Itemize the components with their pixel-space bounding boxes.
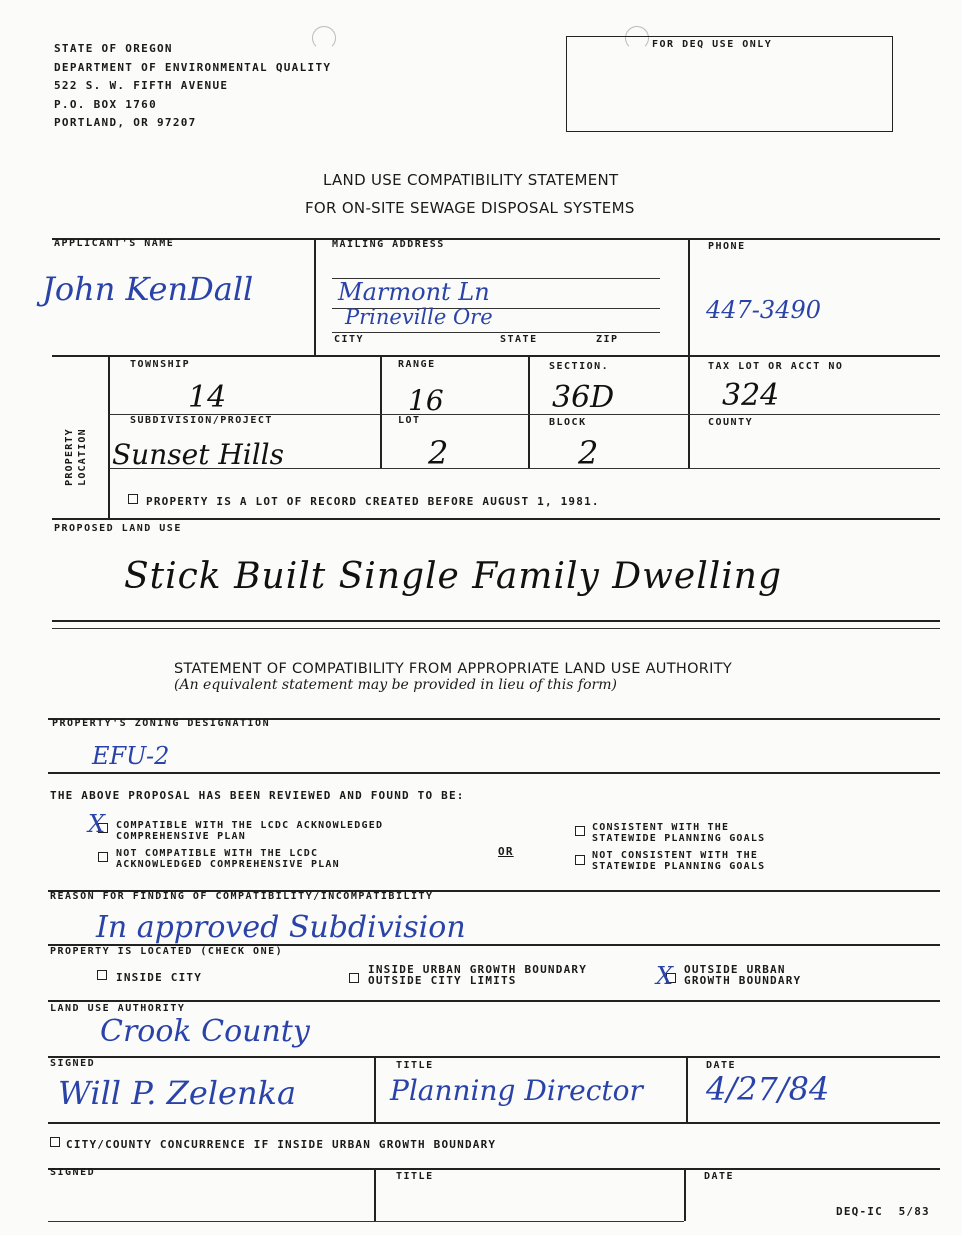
subdivision-label: SUBDIVISION/PROJECT	[130, 415, 273, 426]
not-consistent-checkbox[interactable]	[575, 855, 585, 865]
review-heading: THE ABOVE PROPOSAL HAS BEEN REVIEWED AND FOUND TO BE:	[50, 789, 465, 802]
rule	[380, 356, 382, 468]
reason-label: REASON FOR FINDING OF COMPATIBILITY/INCOMPATIBILITY	[50, 891, 434, 902]
rule	[108, 356, 110, 518]
concurrence-signed-label: SIGNED	[50, 1167, 96, 1178]
title-label: TITLE	[396, 1060, 434, 1071]
signature-value[interactable]: Will P. Zelenka	[58, 1074, 297, 1112]
county-label: COUNTY	[708, 417, 754, 428]
inside-ugb-checkbox[interactable]	[349, 973, 359, 983]
rule	[688, 356, 690, 468]
agency-line: P.O. BOX 1760	[54, 97, 157, 111]
not-compatible-checkbox[interactable]	[98, 852, 108, 862]
reason-value[interactable]: In approved Subdivision	[96, 910, 466, 945]
or-label: OR	[498, 845, 514, 858]
outside-ugb-label: OUTSIDE URBAN GROWTH BOUNDARY	[684, 963, 802, 987]
applicant-name-label: APPLICANT'S NAME	[54, 238, 175, 249]
agency-line: STATE OF OREGON	[54, 42, 173, 55]
subdivision-value[interactable]: Sunset Hills	[112, 438, 284, 471]
rule	[52, 355, 940, 357]
rule	[686, 1057, 688, 1123]
agency-line: 522 S. W. FIFTH AVENUE	[54, 79, 229, 92]
date-value[interactable]: 4/27/84	[706, 1070, 830, 1108]
compatible-check-mark: X	[88, 810, 106, 838]
rule	[48, 1000, 940, 1002]
township-label: TOWNSHIP	[130, 359, 191, 370]
agency-line: PORTLAND, OR 97207	[54, 116, 197, 129]
range-label: RANGE	[398, 359, 436, 370]
date-label: DATE	[706, 1060, 737, 1071]
zoning-value[interactable]: EFU-2	[92, 742, 170, 770]
compatible-label: COMPATIBLE WITH THE LCDC ACKNOWLEDGED COMPREHENSIVE PLAN	[116, 820, 384, 842]
proposed-land-use-label: PROPOSED LAND USE	[54, 523, 182, 534]
agency-address	[54, 40, 331, 133]
signed-label: SIGNED	[50, 1058, 96, 1069]
township-value[interactable]: 14	[188, 380, 227, 415]
state-label: STATE	[500, 334, 538, 345]
location-label: PROPERTY IS LOCATED (CHECK ONE)	[50, 946, 284, 957]
mailing-address-label: MAILING ADDRESS	[332, 239, 445, 250]
form-subtitle: FOR ON-SITE SEWAGE DISPOSAL SYSTEMS	[305, 199, 635, 217]
city-value[interactable]: Prineville Ore	[345, 305, 493, 329]
zip-label: ZIP	[596, 334, 619, 345]
title-value[interactable]: Planning Director	[390, 1074, 643, 1107]
lot-of-record-checkbox[interactable]	[128, 494, 138, 504]
rule	[48, 1221, 684, 1222]
applicant-name-value[interactable]: John KenDall	[42, 270, 254, 308]
inside-city-checkbox[interactable]	[97, 970, 107, 980]
rule	[109, 468, 940, 469]
hole-punch	[312, 26, 336, 50]
form-title: LAND USE COMPATIBILITY STATEMENT	[323, 171, 619, 189]
city-label: CITY	[334, 334, 365, 345]
lot-of-record-label: PROPERTY IS A LOT OF RECORD CREATED BEFORE AUGUST 1, 1981.	[146, 495, 600, 508]
form-id: DEQ-IC 5/83	[836, 1205, 930, 1218]
outside-ugb-check-mark: X	[656, 962, 674, 990]
authority-label: LAND USE AUTHORITY	[50, 1003, 186, 1014]
not-compatible-label: NOT COMPATIBLE WITH THE LCDC ACKNOWLEDGED COMPREHENSIVE PLAN	[116, 848, 340, 870]
deq-use-box	[566, 36, 893, 132]
phone-value[interactable]: 447-3490	[706, 296, 821, 324]
rule	[332, 278, 660, 279]
concurrence-checkbox[interactable]	[50, 1137, 60, 1147]
rule	[48, 772, 940, 774]
rule	[528, 356, 530, 468]
rule	[332, 332, 660, 333]
property-location-text: PROPERTY LOCATION	[64, 428, 88, 486]
block-label: BLOCK	[549, 417, 587, 428]
section-value[interactable]: 36D	[552, 380, 615, 415]
rule	[48, 1056, 940, 1058]
rule	[374, 1057, 376, 1123]
tax-lot-label: TAX LOT OR ACCT NO	[708, 361, 844, 372]
zoning-label: PROPERTY'S ZONING DESIGNATION	[52, 718, 271, 729]
authority-value[interactable]: Crook County	[100, 1014, 310, 1049]
rule	[52, 518, 940, 520]
inside-ugb-label: INSIDE URBAN GROWTH BOUNDARY OUTSIDE CITY LIMITS	[368, 963, 588, 987]
lot-label: LOT	[398, 415, 421, 426]
section-label: SECTION.	[549, 361, 610, 372]
statement-subtitle: (An equivalent statement may be provided in lieu of this form)	[174, 677, 617, 693]
deq-use-label: FOR DEQ USE ONLY	[652, 39, 773, 50]
phone-label: PHONE	[708, 241, 746, 252]
not-consistent-label: NOT CONSISTENT WITH THE STATEWIDE PLANNING GOALS	[592, 850, 766, 872]
rule	[48, 1122, 940, 1124]
consistent-label: CONSISTENT WITH THE STATEWIDE PLANNING GOALS	[592, 822, 766, 844]
rule	[52, 628, 940, 629]
concurrence-date-label: DATE	[704, 1171, 735, 1182]
block-value[interactable]: 2	[578, 434, 599, 472]
concurrence-title-label: TITLE	[396, 1171, 434, 1182]
statement-title: STATEMENT OF COMPATIBILITY FROM APPROPRIATE LAND USE AUTHORITY	[174, 661, 733, 677]
rule	[684, 1169, 686, 1221]
rule	[374, 1169, 376, 1221]
lot-value[interactable]: 2	[428, 434, 449, 472]
proposed-land-use-value[interactable]: Stick Built Single Family Dwelling	[124, 556, 783, 597]
mailing-address-value[interactable]: Marmont Ln	[338, 278, 490, 306]
rule	[52, 238, 940, 240]
property-location-label	[52, 410, 102, 490]
rule	[314, 239, 316, 355]
tax-lot-value[interactable]: 324	[722, 378, 780, 413]
rule	[48, 1168, 940, 1170]
consistent-checkbox[interactable]	[575, 826, 585, 836]
rule	[52, 620, 940, 622]
inside-city-label: INSIDE CITY	[116, 971, 203, 984]
agency-line: DEPARTMENT OF ENVIRONMENTAL QUALITY	[54, 60, 332, 74]
range-value[interactable]: 16	[408, 384, 444, 417]
concurrence-label: CITY/COUNTY CONCURRENCE IF INSIDE URBAN GROWTH BOUNDARY	[66, 1138, 497, 1151]
rule	[688, 239, 690, 355]
